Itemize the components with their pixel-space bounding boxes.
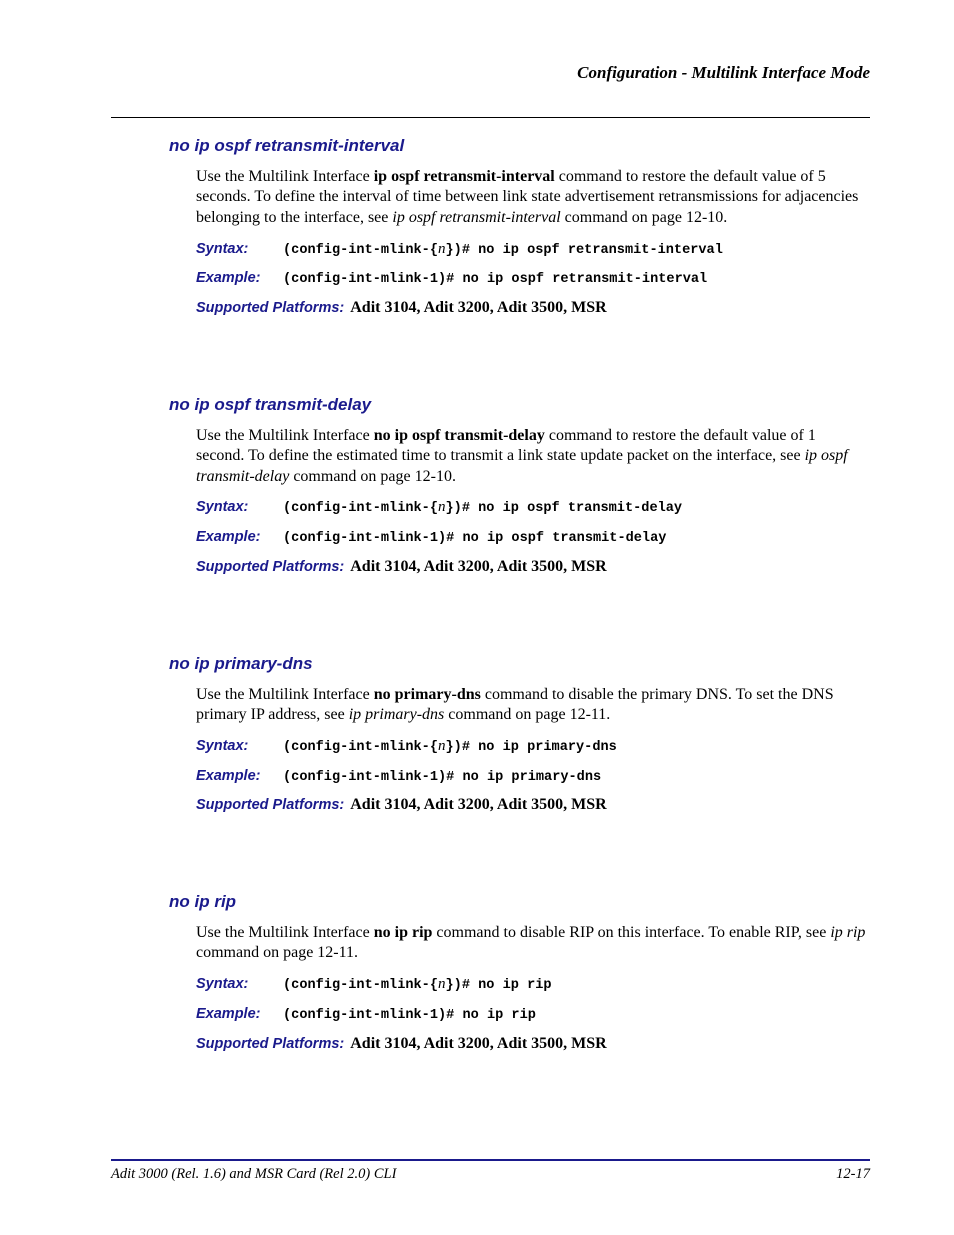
section-description: Use the Multilink Interface no ip ospf transmit-delay command to restore the default value of 1 second. To define the estimated time to transmit a link state update packet on the interface, see ip ospf transmit-delay command on page 12-10. [196, 427, 848, 485]
platforms-label: Supported Platforms: [196, 1036, 345, 1052]
syntax-label: Syntax: [196, 976, 249, 992]
platforms-row [196, 299, 607, 317]
syntax-code: (config-int-mlink-{n})# no ip ospf transmit-delay [283, 499, 683, 516]
syntax-code: (config-int-mlink-{n})# no ip primary-dns [283, 738, 617, 755]
example-code: (config-int-mlink-1)# no ip ospf retransmit-interval [283, 272, 708, 287]
platforms-row [196, 558, 607, 576]
example-code: (config-int-mlink-1)# no ip primary-dns [283, 770, 602, 785]
example-label: Example: [196, 1006, 261, 1022]
example-code: (config-int-mlink-1)# no ip rip [283, 1008, 536, 1023]
syntax-row [196, 975, 552, 993]
platforms-value: Adit 3104, Adit 3200, Adit 3500, MSR [350, 299, 607, 316]
section-title: no ip ospf retransmit-interval [169, 136, 405, 155]
example-label: Example: [196, 768, 261, 784]
platforms-label: Supported Platforms: [196, 559, 345, 575]
section-description: Use the Multilink Interface ip ospf retransmit-interval command to restore the default value of 5 seconds. To define the interval of time between link state advertisement retransmissions for adjacencies belonging to the interface, see ip ospf retransmit-interval command on page 12-10. [196, 168, 859, 226]
footer-document-title: Adit 3000 (Rel. 1.6) and MSR Card (Rel 2.0) CLI [111, 1166, 397, 1182]
syntax-label: Syntax: [196, 738, 249, 754]
platforms-label: Supported Platforms: [196, 300, 345, 316]
footer-rule [111, 1159, 870, 1161]
example-label: Example: [196, 270, 261, 286]
example-row [196, 528, 666, 546]
example-row [196, 1005, 536, 1023]
footer-page-number: 12-17 [836, 1166, 870, 1182]
header-rule [111, 117, 870, 118]
example-label: Example: [196, 529, 261, 545]
syntax-row [196, 240, 723, 258]
syntax-label: Syntax: [196, 241, 249, 257]
section-title: no ip rip [169, 892, 237, 911]
platforms-row [196, 796, 607, 814]
platforms-value: Adit 3104, Adit 3200, Adit 3500, MSR [350, 796, 607, 813]
example-code: (config-int-mlink-1)# no ip ospf transmit-delay [283, 531, 667, 546]
platforms-row [196, 1035, 607, 1053]
example-row [196, 767, 601, 785]
syntax-code: (config-int-mlink-{n})# no ip ospf retransmit-interval [283, 241, 723, 258]
platforms-value: Adit 3104, Adit 3200, Adit 3500, MSR [350, 558, 607, 575]
platforms-label: Supported Platforms: [196, 797, 345, 813]
platforms-value: Adit 3104, Adit 3200, Adit 3500, MSR [350, 1035, 607, 1052]
section-title: no ip primary-dns [169, 654, 313, 673]
running-header-title: Configuration - Multilink Interface Mode [577, 63, 870, 82]
syntax-code: (config-int-mlink-{n})# no ip rip [283, 976, 552, 993]
syntax-label: Syntax: [196, 499, 249, 515]
syntax-row [196, 498, 682, 516]
example-row [196, 269, 707, 287]
section-description: Use the Multilink Interface no primary-dns command to disable the primary DNS. To set the DNS primary IP address, see ip primary-dns command on page 12-11. [196, 686, 834, 724]
section-description: Use the Multilink Interface no ip rip command to disable RIP on this interface. To enable RIP, see ip rip command on page 12-11. [196, 924, 866, 962]
syntax-row [196, 737, 617, 755]
section-title: no ip ospf transmit-delay [169, 395, 372, 414]
